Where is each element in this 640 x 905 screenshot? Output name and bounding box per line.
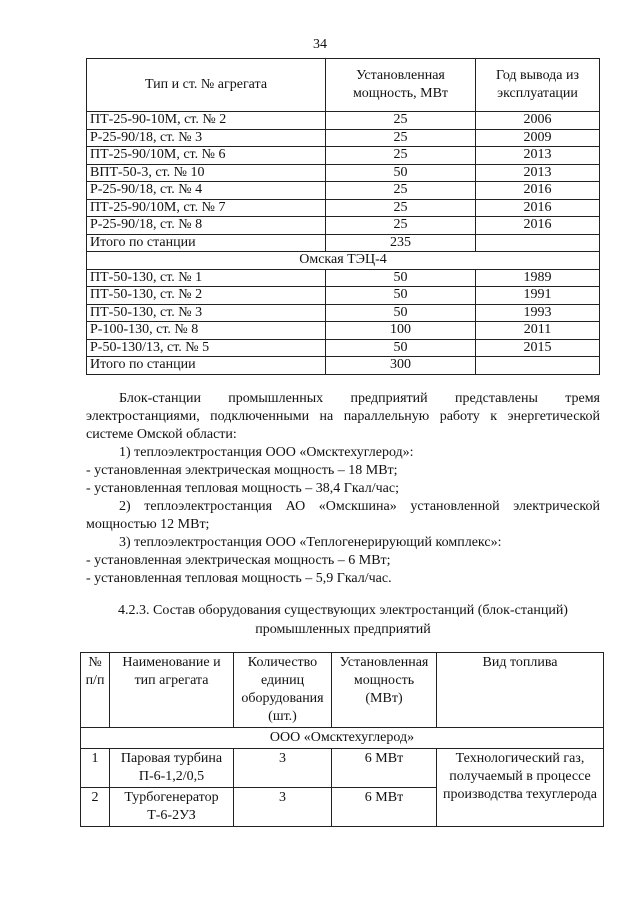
table-row	[87, 287, 600, 305]
cell-unit: ПТ-25-90-10М, ст. № 2	[87, 112, 326, 130]
header-fuel: Вид топлива	[437, 653, 604, 728]
cell-power: 6 МВт	[332, 788, 437, 827]
cell-year: 2011	[476, 322, 600, 340]
decommission-table	[86, 58, 600, 375]
header-capacity: Установленная мощность, МВт	[326, 59, 476, 112]
cell-capacity: 50	[326, 304, 476, 322]
cell-number: 2	[81, 788, 110, 827]
list-item-1: 1) теплоэлектростанция ООО «Омсктехуглерод»:	[119, 445, 414, 460]
section-title: Омская ТЭЦ-4	[87, 252, 600, 270]
cell-unit: Р-25-90/18, ст. № 3	[87, 129, 326, 147]
section-heading	[80, 601, 606, 639]
cell-year: 2016	[476, 199, 600, 217]
total-capacity: 235	[326, 234, 476, 252]
total-year	[476, 357, 600, 375]
section-heading-line-1: 4.2.3. Состав оборудования существующих электростанций (блок-станций)	[118, 603, 568, 618]
list-item-1-electric: - установленная электрическая мощность – 18 МВт;	[86, 463, 398, 478]
cell-unit: ПТ-25-90/10М, ст. № 6	[87, 147, 326, 165]
list-item-3-thermal: - установленная тепловая мощность – 5,9 Гкал/час.	[86, 571, 392, 586]
cell-quantity: 3	[234, 788, 332, 827]
total-capacity: 300	[326, 357, 476, 375]
cell-unit: ПТ-25-90/10М, ст. № 7	[87, 199, 326, 217]
cell-unit: Р-25-90/18, ст. № 4	[87, 182, 326, 200]
cell-year: 2013	[476, 164, 600, 182]
cell-unit: ПТ-50-130, ст. № 1	[87, 269, 326, 287]
cell-capacity: 50	[326, 287, 476, 305]
table-row	[87, 339, 600, 357]
section-title: ООО «Омсктехуглерод»	[81, 728, 604, 749]
header-unit-type: Тип и ст. № агрегата	[87, 59, 326, 112]
cell-number: 1	[81, 749, 110, 788]
cell-power: 6 МВт	[332, 749, 437, 788]
cell-capacity: 25	[326, 217, 476, 235]
table-row	[87, 112, 600, 130]
cell-capacity: 25	[326, 129, 476, 147]
total-row	[87, 234, 600, 252]
cell-fuel: Технологический газ, получаемый в процессе производства техуглерода	[437, 749, 604, 827]
cell-year: 2016	[476, 182, 600, 200]
cell-unit: ПТ-50-130, ст. № 2	[87, 287, 326, 305]
cell-name: Турбогенератор Т-6-2УЗ	[110, 788, 234, 827]
table-row	[87, 164, 600, 182]
cell-name: Паровая турбина П-6-1,2/0,5	[110, 749, 234, 788]
cell-capacity: 100	[326, 322, 476, 340]
intro-line-1: Блок-станции промышленных предприятий представлены тремя	[119, 391, 600, 406]
section-heading-line-2: промышленных предприятий	[255, 622, 431, 637]
cell-capacity: 50	[326, 339, 476, 357]
body-text	[86, 390, 600, 588]
cell-year: 1991	[476, 287, 600, 305]
table-row	[87, 129, 600, 147]
cell-year: 2006	[476, 112, 600, 130]
page-number: 34	[313, 37, 327, 52]
list-item-2-line-2: мощностью 12 МВт;	[86, 517, 210, 532]
list-item-2-line-1: 2) теплоэлектростанция АО «Омскшина» установленной электрической	[119, 499, 600, 514]
cell-unit: Р-100-130, ст. № 8	[87, 322, 326, 340]
total-label: Итого по станции	[87, 234, 326, 252]
cell-year: 2016	[476, 217, 600, 235]
table-header-row	[87, 59, 600, 112]
cell-unit: Р-25-90/18, ст. № 8	[87, 217, 326, 235]
table-row	[87, 322, 600, 340]
cell-capacity: 50	[326, 269, 476, 287]
cell-year: 2013	[476, 147, 600, 165]
cell-unit: ВПТ-50-3, ст. № 10	[87, 164, 326, 182]
cell-capacity: 25	[326, 182, 476, 200]
list-item-3-electric: - установленная электрическая мощность – 6 МВт;	[86, 553, 391, 568]
cell-capacity: 25	[326, 147, 476, 165]
table-row	[87, 269, 600, 287]
total-label: Итого по станции	[87, 357, 326, 375]
total-year	[476, 234, 600, 252]
cell-capacity: 50	[326, 164, 476, 182]
cell-unit: Р-50-130/13, ст. № 5	[87, 339, 326, 357]
header-number: № п/п	[81, 653, 110, 728]
intro-line-3: системе Омской области:	[86, 427, 237, 442]
cell-year: 1993	[476, 304, 600, 322]
section-row	[87, 252, 600, 270]
header-quantity: Количество единиц оборудования (шт.)	[234, 653, 332, 728]
cell-capacity: 25	[326, 112, 476, 130]
table-row	[87, 304, 600, 322]
table-row	[87, 182, 600, 200]
list-item-3: 3) теплоэлектростанция ООО «Теплогенерирующий комплекс»:	[119, 535, 502, 550]
equipment-table	[80, 652, 604, 827]
list-item-1-thermal: - установленная тепловая мощность – 38,4 Гкал/час;	[86, 481, 399, 496]
cell-year: 2009	[476, 129, 600, 147]
table-row	[81, 749, 604, 788]
table-row	[87, 147, 600, 165]
cell-unit: ПТ-50-130, ст. № 3	[87, 304, 326, 322]
header-name: Наименование и тип агрегата	[110, 653, 234, 728]
table-row	[87, 199, 600, 217]
table-row	[87, 217, 600, 235]
section-row	[81, 728, 604, 749]
table-header-row	[81, 653, 604, 728]
header-power: Установленная мощность (МВт)	[332, 653, 437, 728]
header-year: Год вывода из эксплуатации	[476, 59, 600, 112]
cell-year: 1989	[476, 269, 600, 287]
cell-quantity: 3	[234, 749, 332, 788]
intro-line-2: электростанциями, подключенными на параллельную работу к энергетической	[86, 409, 600, 424]
cell-year: 2015	[476, 339, 600, 357]
cell-capacity: 25	[326, 199, 476, 217]
total-row	[87, 357, 600, 375]
